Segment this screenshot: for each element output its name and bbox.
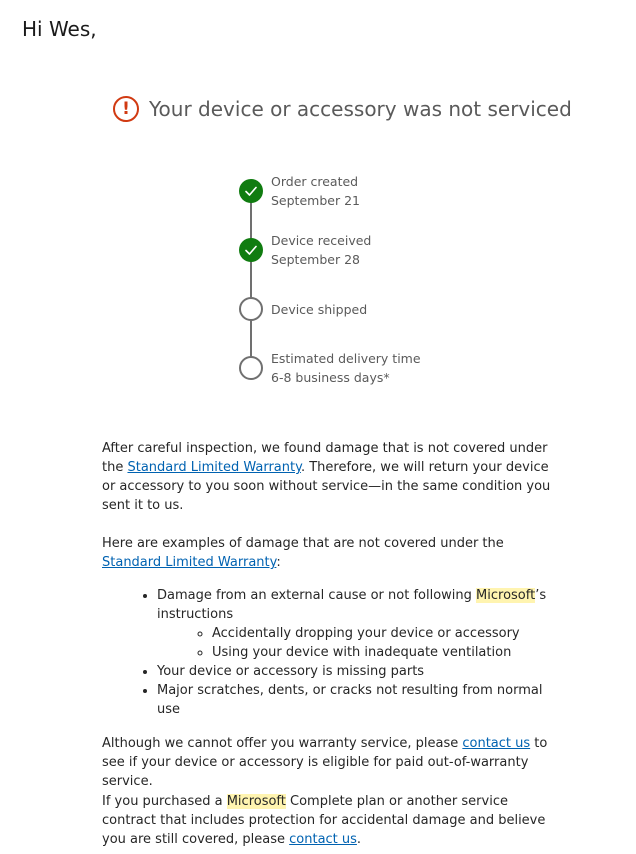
headline-text: Your device or accessory was not serviced	[149, 97, 572, 121]
step-device-shipped	[271, 300, 367, 319]
paragraph-text: :	[276, 555, 281, 570]
paragraph-text: If you purchased a	[102, 794, 227, 809]
service-contract-paragraph	[102, 792, 562, 849]
step-estimated-delivery	[271, 349, 421, 387]
step-label: Order created	[271, 174, 359, 189]
check-icon	[243, 183, 259, 199]
list-item: ◦ Using your device with inadequate ventilation	[212, 643, 562, 662]
empty-circle-icon	[239, 356, 263, 380]
paragraph-text: to see if your device or accessory is eligible for paid out-of-warranty service.	[102, 736, 548, 789]
out-of-warranty-paragraph	[102, 734, 562, 791]
contact-us-link[interactable]: contact us	[289, 832, 357, 847]
paragraph-text: .	[356, 832, 362, 847]
step-label: Device shipped	[271, 302, 368, 317]
order-progress-tracker	[0, 0, 636, 400]
paragraph-text: After careful inspection, we found damage that is not covered under the	[102, 441, 548, 475]
list-item-text: Damage from an external cause or not following	[157, 588, 477, 603]
paragraph-text: . Therefore, we will return your device or accessory to you soon without service—in the same condition you sent it to us.	[102, 460, 551, 513]
highlighted-term: Microsoft	[226, 794, 286, 809]
standard-limited-warranty-link[interactable]: Standard Limited Warranty	[102, 555, 277, 570]
inspection-paragraph	[102, 439, 562, 515]
paragraph-text: Complete plan or another service contract that includes protection for accidental damage and believe you are still covered, please	[102, 794, 546, 847]
highlighted-term: Microsoft	[476, 588, 536, 603]
list-item: ◦ Accidentally dropping your device or accessory	[212, 624, 562, 643]
damage-examples-section	[102, 534, 562, 719]
damage-sublist	[157, 624, 562, 662]
step-label: Device received	[271, 233, 372, 248]
step-date: September 21	[271, 193, 360, 208]
list-item-text: ’s instructions	[157, 588, 547, 622]
step-complete-check-icon	[239, 238, 263, 262]
paragraph-text: Although we cannot offer you warranty service, please	[102, 736, 463, 751]
list-item: • Major scratches, dents, or cracks not resulting from normal use	[157, 681, 562, 719]
step-date: 6-8 business days*	[271, 370, 390, 385]
tracker-connector	[250, 202, 252, 378]
list-item	[157, 586, 562, 662]
greeting: Hi Wes,	[22, 17, 97, 41]
status-headline	[113, 96, 572, 122]
step-label: Estimated delivery time	[271, 351, 421, 366]
step-device-received	[271, 231, 371, 269]
list-item: • Your device or accessory is missing parts	[157, 662, 562, 681]
alert-circle-icon: !	[113, 96, 139, 122]
paragraph-text: Here are examples of damage that are not covered under the	[102, 536, 504, 551]
step-complete-check-icon	[239, 179, 263, 203]
contact-us-link[interactable]: contact us	[462, 736, 531, 751]
damage-list	[102, 586, 562, 719]
standard-limited-warranty-link[interactable]: Standard Limited Warranty	[127, 460, 301, 475]
empty-circle-icon	[239, 297, 263, 321]
step-order-created	[271, 172, 360, 210]
check-icon	[243, 242, 259, 258]
step-date: September 28	[271, 252, 360, 267]
